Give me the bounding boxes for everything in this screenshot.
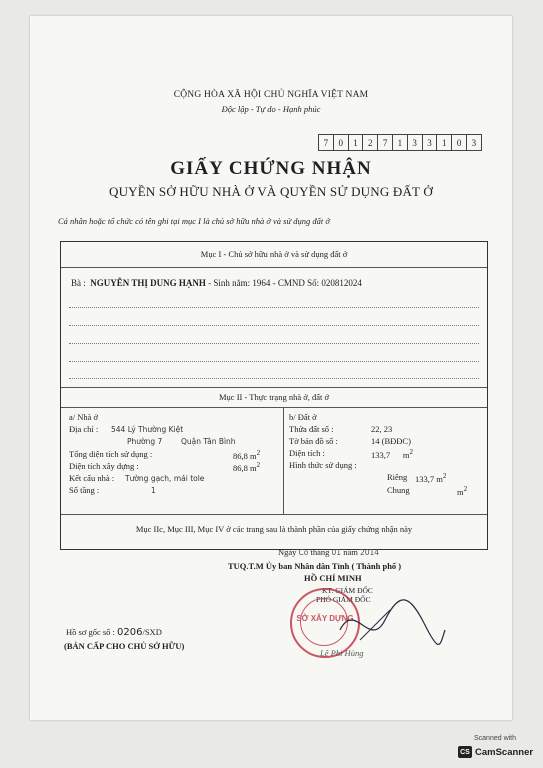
divider	[61, 267, 487, 268]
copy-note: (BẢN CẤP CHO CHỦ SỞ HỮU)	[64, 641, 185, 651]
serial-digit: 1	[393, 135, 408, 150]
serial-digit: 3	[423, 135, 438, 150]
certificate-page	[30, 16, 512, 720]
footer-note: Mục IIc, Mục III, Mục IV ở các trang sau là thành phần của giấy chứng nhận này	[135, 524, 413, 534]
usable-area-label: Tổng diện tích sử dụng :	[69, 449, 153, 459]
parcel-label: Thửa đất số :	[289, 424, 334, 434]
divider	[61, 387, 487, 388]
land-area-value: 133,7 $m^2$	[371, 448, 414, 460]
usable-area-value: 86,8 $m^2$	[233, 449, 261, 461]
stamp-text: SỞ XÂY DỰNG	[296, 614, 354, 623]
serial-digit: 3	[471, 137, 477, 148]
serial-digit: 7	[319, 135, 334, 150]
serial-digit: 0	[452, 135, 467, 150]
section2-heading: Mục II - Thực trạng nhà ở, đất ở	[219, 392, 329, 402]
house-ward: Phường 7	[127, 437, 163, 446]
house-district: Quận Tân Bình	[181, 437, 236, 446]
owner-name: NGUYỄN THỊ DUNG HẠNH	[90, 278, 206, 288]
shared-label: Chung	[387, 485, 410, 495]
house-heading: a/ Nhà ở	[69, 412, 99, 422]
owner-line: Bà : NGUYỄN THỊ DUNG HẠNH - Sinh năm: 1964 - CMND Số: 020812024	[71, 278, 362, 288]
serial-digit: 1	[437, 135, 452, 150]
camscanner-badge	[455, 735, 535, 765]
land-use-label: Hình thức sử dụng :	[289, 460, 357, 470]
map-label: Tờ bản đồ số :	[289, 436, 338, 446]
dotted-line	[69, 325, 479, 326]
issuer-line2: HỒ CHÍ MINH	[304, 573, 362, 583]
map-value: 14 (BĐĐC)	[371, 436, 411, 446]
floors-value: 1	[151, 486, 156, 495]
serial-digit: 0	[334, 135, 349, 150]
camscanner-logo	[458, 746, 533, 758]
national-title: CỘNG HÒA XÃ HỘI CHỦ NGHĨA VIỆT NAM	[173, 90, 369, 100]
built-area-label: Diện tích xây dựng :	[69, 461, 139, 471]
dotted-line	[69, 307, 479, 308]
certificate-title: GIẤY CHỨNG NHẬN	[170, 158, 372, 179]
dotted-line	[69, 343, 479, 344]
signer-name: Lê Phi Hùng	[320, 648, 364, 658]
private-label: Riêng	[387, 472, 408, 482]
camscanner-name: CamScanner	[475, 746, 534, 758]
camscanner-icon: CS	[458, 746, 472, 758]
divider	[61, 407, 487, 408]
divider	[61, 514, 487, 515]
column-divider	[283, 407, 284, 514]
national-motto: Độc lập - Tự do - Hạnh phúc	[221, 104, 321, 114]
private-value: 133,7 $m^2$	[415, 472, 447, 484]
signer-role1: KT. GIÁM ĐỐC	[322, 586, 373, 595]
intro-text: Cá nhân hoặc tổ chức có tên ghi tại mục I là chủ sở hữu nhà ở và sử dụng đất ở	[58, 216, 330, 226]
certificate-subtitle: QUYỀN SỞ HỮU NHÀ Ở VÀ QUYỀN SỬ DỤNG ĐẤT Ở	[108, 184, 433, 199]
serial-number	[318, 134, 482, 151]
owner-prefix: Bà	[71, 278, 81, 288]
dotted-line	[69, 361, 479, 362]
structure-label: Kết cấu nhà :	[69, 473, 115, 483]
serial-digit: 1	[349, 135, 364, 150]
serial-digit: 3	[408, 135, 423, 150]
scanned-with-label: Scanned with	[473, 735, 517, 742]
parcel-value: 22, 23	[371, 424, 393, 434]
serial-digit: 2	[363, 135, 378, 150]
section1-heading: Mục I - Chủ sở hữu nhà ở và sử dụng đất ở	[200, 249, 348, 259]
serial-digit: 7	[378, 135, 393, 150]
dotted-line	[69, 378, 479, 379]
house-address: 544 Lý Thường Kiệt	[111, 425, 184, 434]
owner-details: - Sinh năm: 1964 - CMND Số: 020812024	[208, 278, 362, 288]
signer-role2: PHÓ GIÁM ĐỐC	[316, 595, 371, 604]
issue-date: Ngày Co tháng 01 năm 2014	[278, 547, 380, 557]
house-address-label: Địa chỉ :	[69, 424, 99, 434]
shared-unit: $m^2$	[457, 485, 468, 497]
record-number: Hồ sơ gốc số : 0206/SXD	[66, 627, 162, 638]
structure-value: Tường gạch, mái tole	[125, 474, 205, 483]
issuer-line1: TUQ.T.M Ủy ban Nhân dân Tỉnh ( Thành phố )	[228, 561, 402, 571]
land-heading: b/ Đất ở	[289, 412, 317, 422]
certificate-table	[60, 241, 488, 550]
built-area-value: 86,8 $m^2$	[233, 461, 261, 473]
floors-label: Số tầng :	[69, 485, 100, 495]
land-area-label: Diện tích :	[289, 448, 325, 458]
